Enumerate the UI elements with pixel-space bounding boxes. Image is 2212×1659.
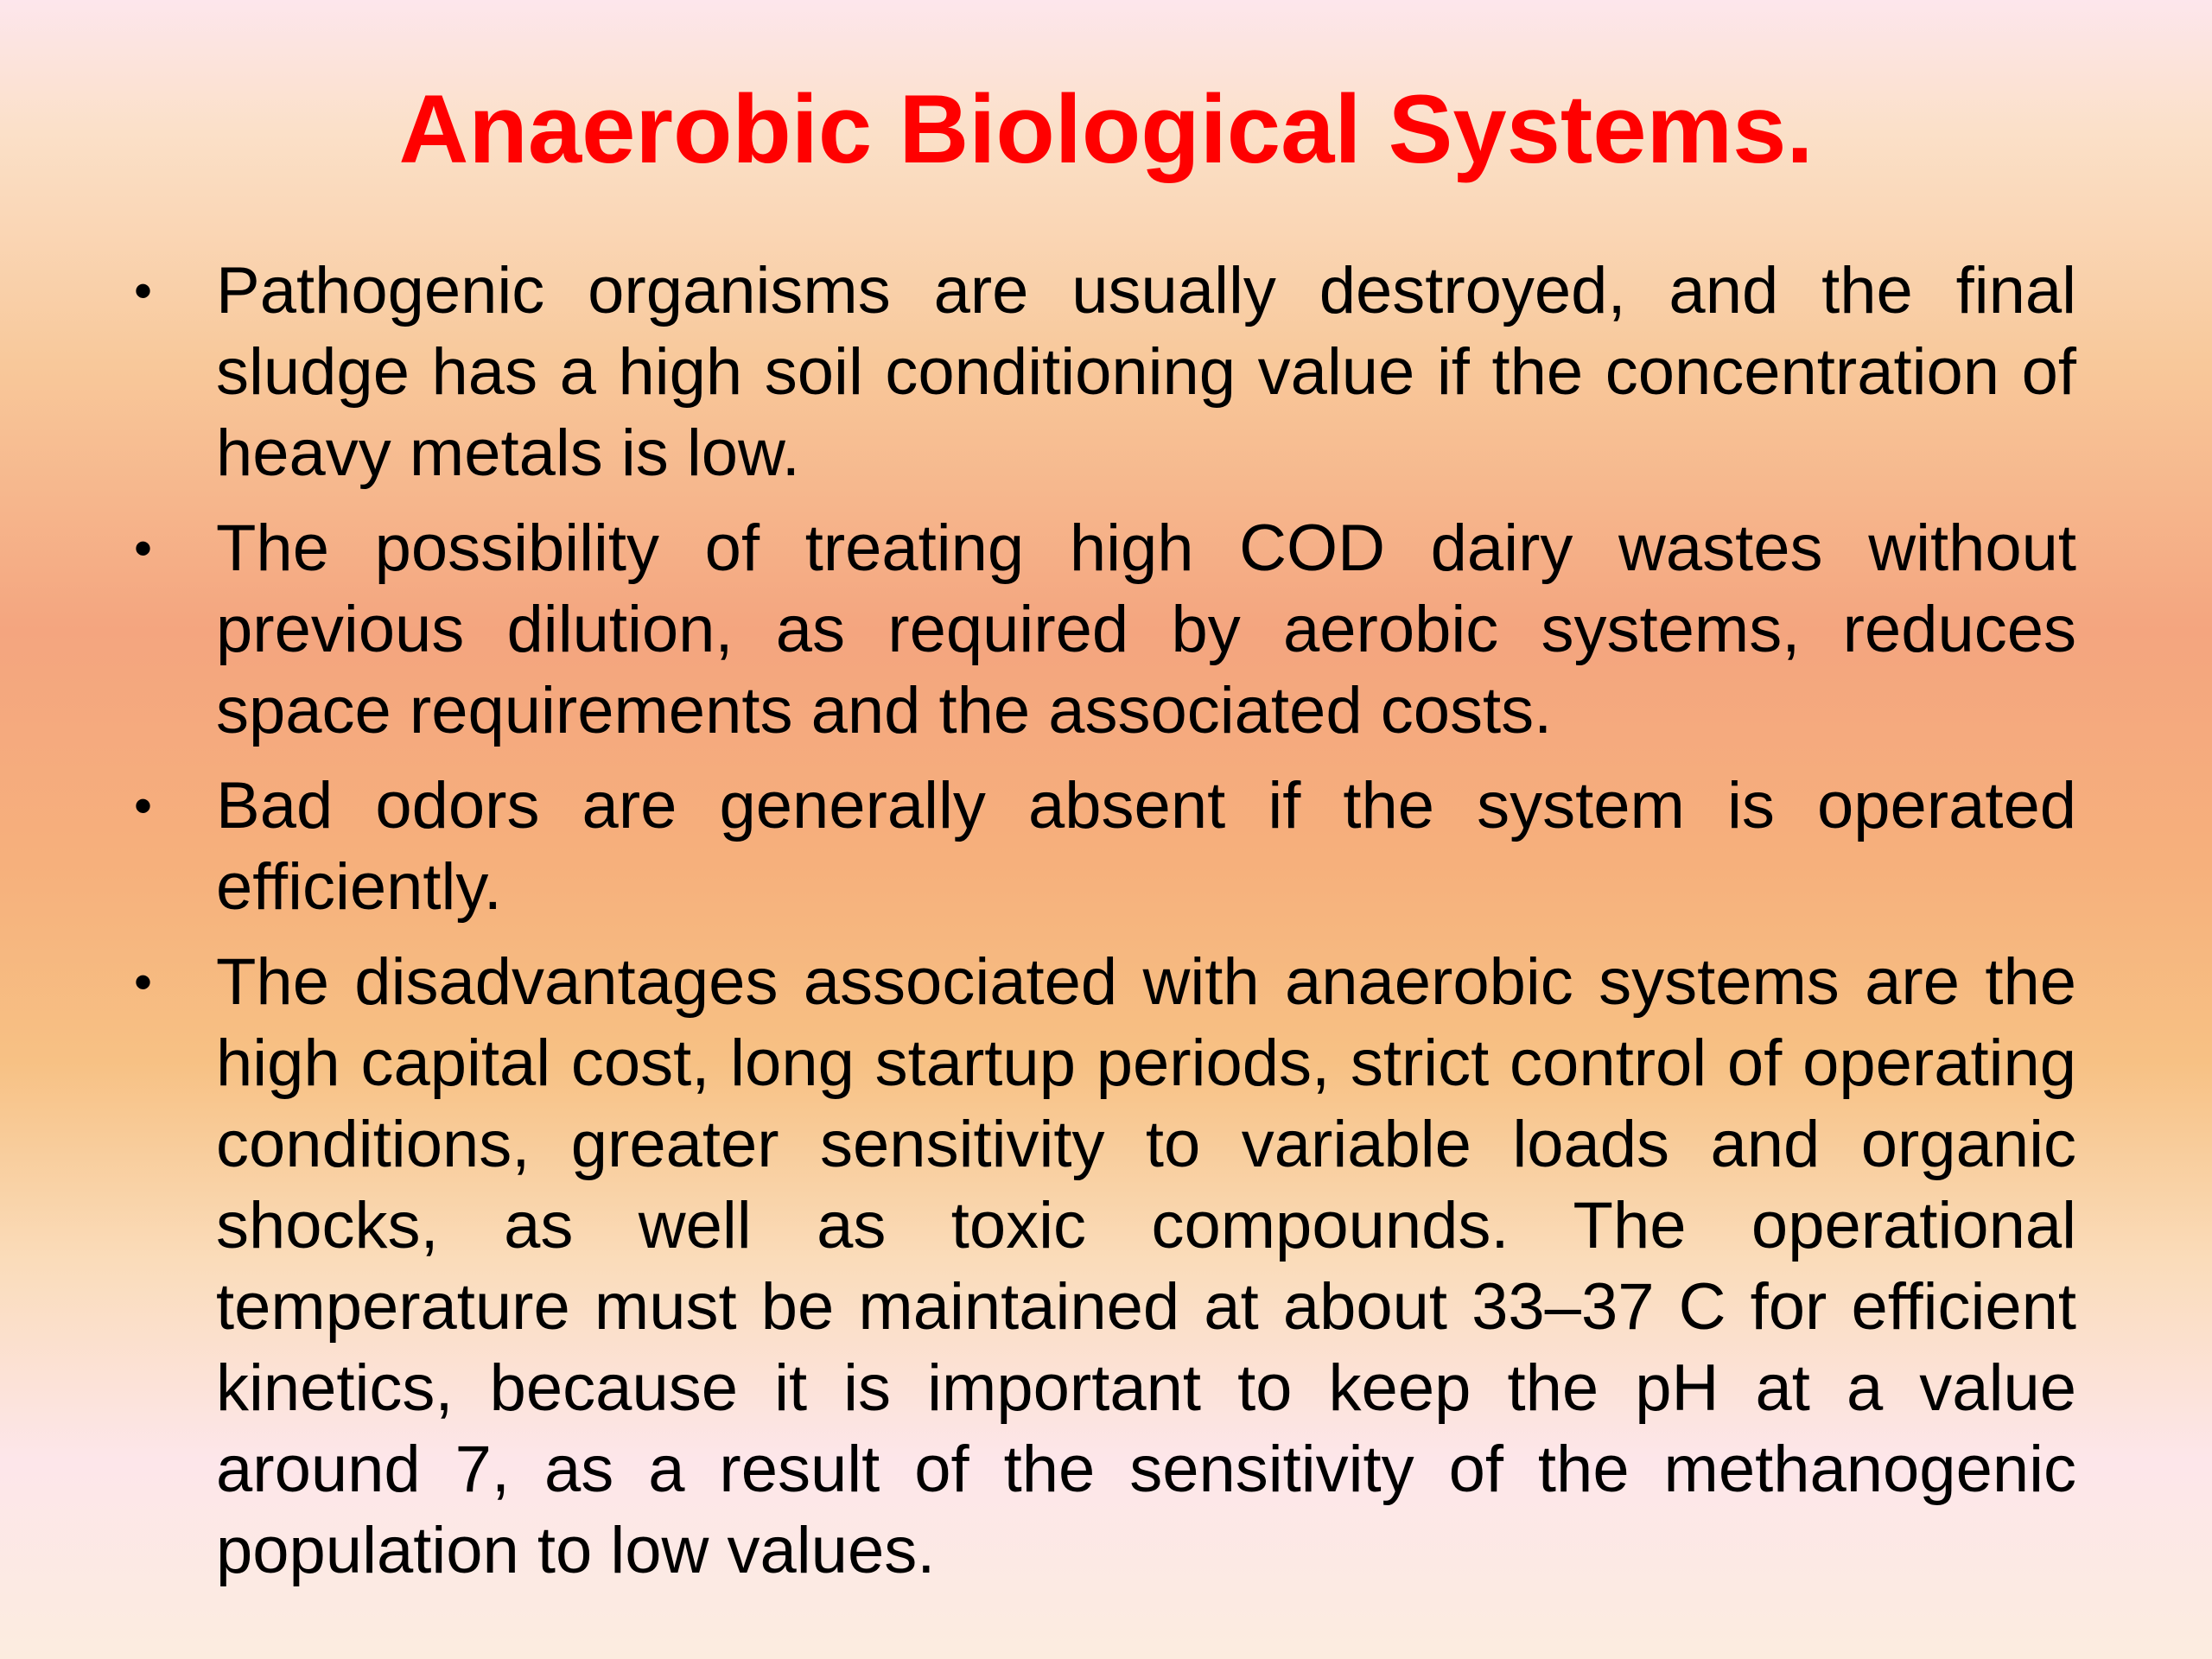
bullet-list (125, 251, 2076, 1605)
bullet-item-odors (125, 766, 2076, 928)
bullet-icon: • (134, 777, 153, 835)
bullet-item-cod (125, 508, 2076, 752)
bullet-text: The disadvantages associated with anaerobic systems are the high capital cost, long startup periods, strict control of operating conditions, greater sensitivity to variable loads and organic shocks, as well as toxic compounds. The operational temperature must be maintained at about 33–37 C for efficient kinetics, because it is important to keep the pH at a value around 7, as a result of the sensitivity of the methanogenic population to low values. (216, 945, 2076, 1587)
slide-title: Anaerobic Biological Systems. (398, 75, 1814, 183)
bullet-text: The possibility of treating high COD dairy wastes without previous dilution, as required by aerobic systems, reduces space requirements and the associated costs. (216, 512, 2076, 747)
bullet-icon: • (134, 953, 153, 1011)
bullet-icon: • (134, 519, 153, 577)
bullet-item-pathogens (125, 251, 2076, 494)
bullet-item-disadvantages (125, 942, 2076, 1592)
bullet-text: Bad odors are generally absent if the system is operated efficiently. (216, 769, 2076, 924)
bullet-text: Pathogenic organisms are usually destroyed, and the final sludge has a high soil conditioning value if the concentration of heavy metals is low. (216, 254, 2076, 490)
bullet-icon: • (134, 262, 153, 320)
